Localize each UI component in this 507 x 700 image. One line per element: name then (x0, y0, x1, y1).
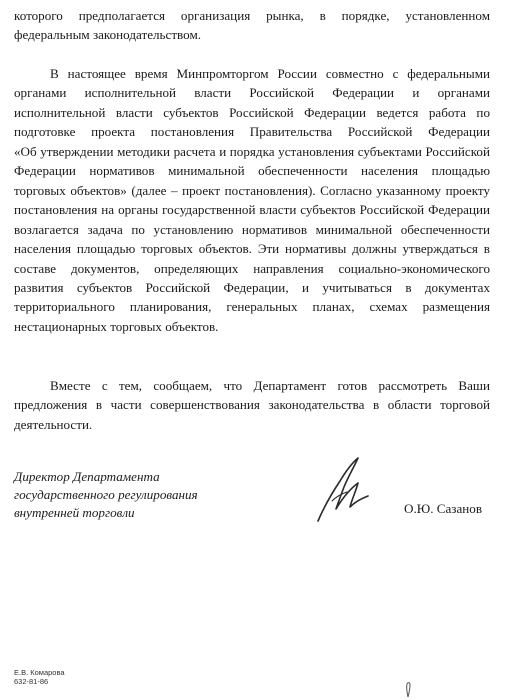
executor-phone: 632-81-86 (14, 677, 49, 686)
paragraph-line: исполнительной власти субъектов Российской Федерации ведется работа по (14, 104, 490, 120)
signatory-title (14, 468, 198, 522)
letter-paragraph (14, 64, 490, 336)
paragraph-line: предложения в части совершенствования законодательства в области торговой (14, 397, 490, 413)
paragraph-line: постановления на органы государственной власти субъектов Российской Федерации (14, 202, 490, 218)
executor-note (14, 668, 65, 686)
paragraph-line: Вместе с тем, сообщаем, что Департамент готов рассмотреть Ваши (50, 378, 490, 393)
paragraph-line: возлагается задача по установлению нормативов минимальной обеспеченности (14, 221, 490, 237)
paragraph-line: которого предполагается организация рынка, в порядке, установленном (14, 8, 490, 23)
paragraph-line: нестационарных торговых объектов. (14, 318, 219, 334)
signer-name: О.Ю. Сазанов (404, 501, 482, 516)
paragraph-line: торговых объектов» (далее – проект постановления). Согласно указанному проекту (14, 182, 490, 198)
signatory-title-line: Директор Департамента (14, 469, 160, 484)
paragraph-line: территориального планирования, генеральных планах, схемах размещения (14, 299, 490, 315)
handwritten-signature-icon (314, 455, 374, 523)
paragraph-line: органами исполнительной власти Российской Федерации и органами (14, 85, 490, 101)
signatory-title-line: государственного регулирования (14, 487, 198, 502)
signatory-title-line: внутренней торговли (14, 505, 135, 520)
executor-name: Е.В. Комарова (14, 668, 65, 677)
letter-paragraph (14, 376, 490, 434)
paragraph-line: «Об утверждении методики расчета и порядка установления субъектами Российской (14, 143, 490, 159)
paragraph-line: развития субъектов Российской Федерации, и учитываться в документах (14, 279, 490, 295)
scan-mark-icon (401, 680, 415, 698)
paragraph-line: деятельности. (14, 416, 93, 432)
paragraph-line: составе документов, определяющих направления социально-экономического (14, 260, 490, 276)
letter-paragraph (14, 6, 490, 45)
paragraph-line: подготовке проекта постановления Правительства Российской Федерации (14, 124, 490, 140)
paragraph-line: В настоящее время Минпромторгом России совместно с федеральными (50, 66, 490, 81)
paragraph-line: федеральным законодательством. (14, 27, 202, 43)
paragraph-line: населения площадью торговых объектов. Эти нормативы должны утверждаться в (14, 241, 490, 257)
paragraph-line: Федерации нормативов минимальной обеспеченности населения площадью (14, 163, 490, 179)
